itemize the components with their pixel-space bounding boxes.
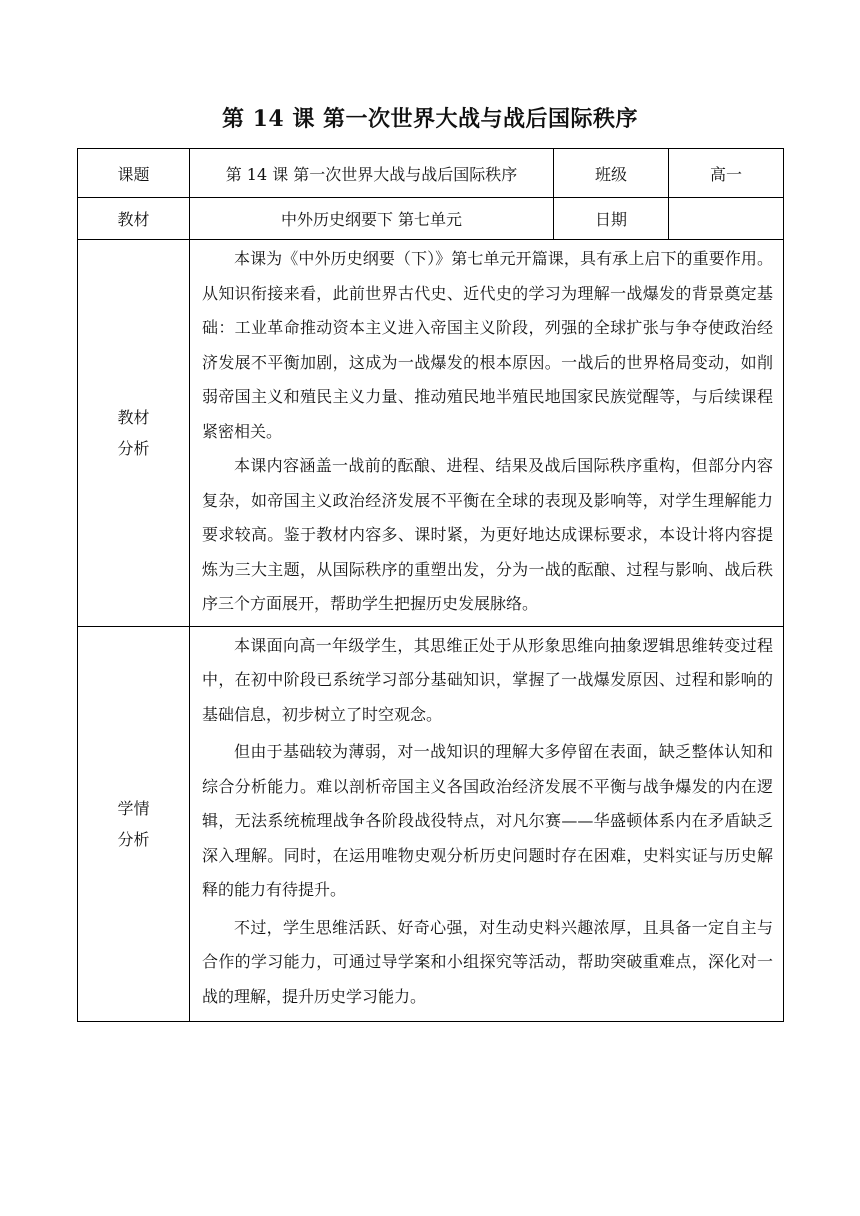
table-row-learner-analysis	[78, 626, 784, 1022]
learner-analysis-content	[190, 626, 784, 1022]
document-title: 第 14 课 第一次世界大战与战后国际秩序	[221, 106, 639, 132]
learner-analysis-label	[78, 626, 190, 1022]
textbook-analysis-paragraph: 本课为《中外历史纲要（下）》第七单元开篇课，具有承上启下的重要作用。从知识衔接来看，此前世界古代史、近代史的学习为理解一战爆发的背景奠定基础：工业革命推动资本主义进入帝国主义阶段，列强的全球扩张与争夺使政治经济发展不平衡加剧，这成为一战爆发的根本原因。一战后的世界格局变动，如削弱帝国主义和殖民主义力量、推动殖民地半殖民地国家民族觉醒等，与后续课程紧密相关。	[202, 249, 773, 441]
class-label: 班级	[554, 149, 669, 198]
lesson-plan-table	[77, 148, 784, 1022]
learner-analysis-paragraph: 本课面向高一年级学生，其思维正处于从形象思维向抽象逻辑思维转变过程中，在初中阶段已系统学习部分基础知识，掌握了一战爆发原因、过程和影响的基础信息，初步树立了时空观念。	[202, 635, 773, 724]
date-value	[669, 198, 784, 240]
learner-analysis-label-line2: 分析	[117, 829, 150, 849]
learner-analysis-label-line1: 学情	[117, 798, 150, 818]
learner-analysis-paragraph: 不过，学生思维活跃、好奇心强，对生动史料兴趣浓厚，且具备一定自主与合作的学习能力，可通过导学案和小组探究等活动，帮助突破重难点，深化对一战的理解，提升历史学习能力。	[202, 917, 773, 1006]
class-value: 高一	[669, 149, 784, 198]
learner-analysis-paragraph: 但由于基础较为薄弱，对一战知识的理解大多停留在表面，缺乏整体认知和综合分析能力。难以剖析帝国主义各国政治经济发展不平衡与战争爆发的内在逻辑，无法系统梳理战争各阶段战役特点，对凡尔赛——华盛顿体系内在矛盾缺乏深入理解。同时，在运用唯物史观分析历史问题时存在困难，史料实证与历史解释的能力有待提升。	[202, 742, 773, 899]
date-label: 日期	[554, 198, 669, 240]
textbook-analysis-content	[190, 240, 784, 627]
textbook-analysis-label	[78, 240, 190, 627]
textbook-value: 中外历史纲要下 第七单元	[190, 198, 554, 240]
table-row-topic	[78, 149, 784, 198]
topic-label: 课题	[78, 149, 190, 198]
table-row-textbook	[78, 198, 784, 240]
table-row-textbook-analysis	[78, 240, 784, 627]
topic-value: 第 14 课 第一次世界大战与战后国际秩序	[190, 149, 554, 198]
textbook-analysis-paragraph: 本课内容涵盖一战前的酝酿、进程、结果及战后国际秩序重构，但部分内容复杂，如帝国主义政治经济发展不平衡在全球的表现及影响等，对学生理解能力要求较高。鉴于教材内容多、课时紧，为更好地达成课标要求，本设计将内容提炼为三大主题，从国际秩序的重塑出发，分为一战的酝酿、过程与影响、战后秩序三个方面展开，帮助学生把握历史发展脉络。	[202, 456, 773, 613]
textbook-analysis-label-line1: 教材	[117, 407, 150, 427]
textbook-label: 教材	[78, 198, 190, 240]
textbook-analysis-label-line2: 分析	[117, 438, 150, 458]
